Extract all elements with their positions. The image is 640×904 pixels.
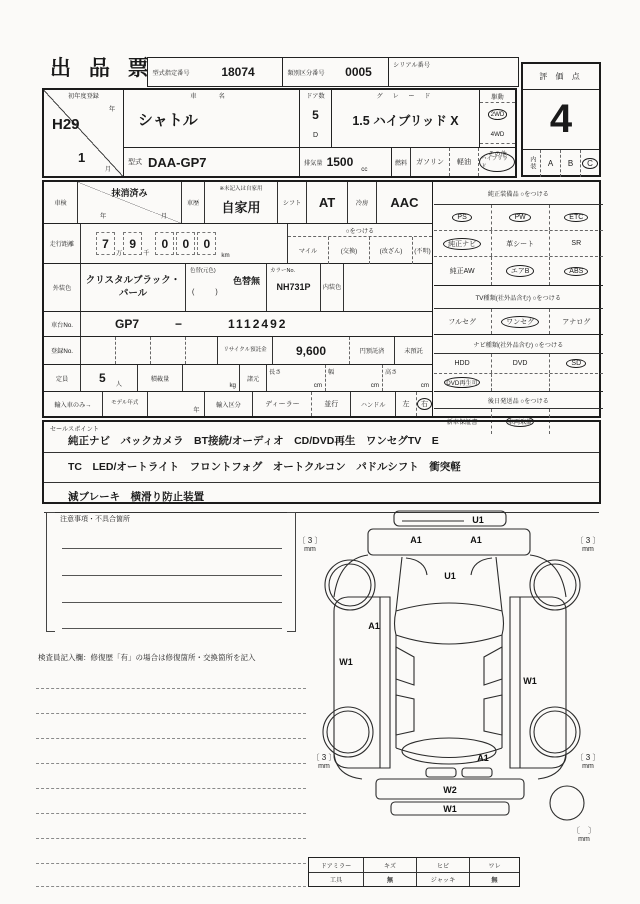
height-label: 高さ: [385, 369, 398, 376]
class-code-value: 0005: [345, 65, 372, 79]
odometer-exchanged: (交換): [329, 237, 370, 264]
inspector-line: [36, 886, 306, 887]
tv-oneseg-selected: ワンセグ: [492, 309, 550, 334]
handle-label: ハンドル: [351, 392, 396, 416]
chassis-label: 車台No.: [44, 312, 81, 336]
interior-color-value: [344, 264, 432, 311]
inspector-line: [36, 763, 306, 764]
color-value: クリスタルブラック・ パール: [81, 264, 186, 311]
jack-label: ジャッキ: [417, 873, 470, 886]
inspector-line: [36, 813, 306, 814]
inspection-year-suffix: 年: [100, 213, 107, 220]
color-label: 外装色: [44, 264, 81, 311]
equip-etc: ETC: [550, 205, 603, 230]
model-label: 型式: [128, 159, 142, 166]
color-change-label: 色替(元色): [190, 268, 216, 274]
later-shipment-header: 後日発送品 ○をつける: [434, 392, 603, 409]
damage-mark-w1-bottom: W1: [443, 804, 457, 814]
dvd-playback-selected: DVD再生可: [434, 374, 492, 391]
damage-mark-a1-fender: A1: [368, 621, 380, 631]
damage-mark-w1-left: W1: [339, 657, 353, 667]
interior-label: 内装: [523, 150, 541, 177]
break-label: ワレ: [488, 862, 501, 870]
damage-mark-a1-gate: A1: [477, 753, 489, 763]
length-unit: cm: [313, 382, 322, 389]
first-reg-month-suffix: 月: [104, 166, 111, 173]
tools-label: 工具: [309, 873, 364, 886]
row-import: [44, 392, 432, 416]
tv-analog: アナログ: [562, 318, 591, 326]
row-registration: [44, 337, 432, 365]
ac-label: 冷房: [348, 182, 377, 223]
sales-points-box: [42, 420, 601, 504]
model-year-unit: 年: [193, 407, 200, 414]
width-unit: cm: [370, 382, 379, 389]
displacement-value: 1500: [326, 155, 354, 169]
shift-label: シフト: [278, 182, 307, 223]
notes-line: [62, 548, 282, 549]
inspector-line: [36, 788, 306, 789]
load-unit: kg: [229, 382, 236, 389]
interior-color-label: 内装色: [321, 264, 344, 311]
grade-cell: [332, 90, 480, 147]
car-name-label: 車 名: [190, 93, 233, 100]
import-type-label: 輸入区分: [205, 392, 254, 416]
scratch-label: キズ: [364, 858, 417, 872]
vehicle-table: [42, 88, 517, 178]
first-reg-label: 初年度登録: [68, 93, 99, 100]
mileage-zero2: 0: [176, 232, 195, 255]
row-mileage: [44, 224, 432, 264]
damage-mark-u1-top: U1: [472, 515, 484, 525]
km-label: km: [221, 252, 230, 259]
interior-grade-b: B: [561, 150, 581, 177]
load-value-cell: [183, 365, 240, 391]
condition-row-1: [309, 858, 519, 873]
equipment-column: [434, 182, 603, 426]
sen-label: 千: [143, 250, 150, 257]
inspection-label: 車検: [44, 182, 78, 223]
model-year-value: [148, 392, 205, 416]
width-label: 幅: [328, 369, 335, 376]
sales-line-1: 純正ナビ バックカメラ BT接続/オーディオ CD/DVD再生 ワンセグTV E: [44, 433, 599, 453]
tire-depth-front-right: 〔 3 〕 mm: [575, 536, 601, 553]
mileage-zero1: 0: [155, 232, 174, 255]
notes-label: 注意事項・不具合箇所: [60, 516, 130, 523]
navi-dvd: DVD: [492, 354, 550, 373]
jack-value: 無: [491, 877, 498, 884]
history-label: 車歴: [182, 182, 205, 223]
notes-bracket-left: [46, 512, 55, 632]
row-capacity: [44, 365, 432, 392]
door-mirror-label: ドアミラー: [309, 858, 364, 872]
odometer-unknown: (不明): [414, 248, 431, 255]
row-inspection: [44, 182, 432, 224]
tv-fullseg: フルセグ: [434, 309, 492, 334]
first-registration-cell: [44, 90, 124, 176]
doors-sub: D: [312, 131, 319, 139]
color-no-cell: [267, 264, 321, 311]
odometer-flag-options: [288, 237, 432, 264]
car-name-value: シャトル: [138, 112, 198, 129]
equip-navi: 純正ナビ: [434, 231, 492, 256]
page-title: 出 品 票: [50, 57, 155, 80]
navi-type-header: ナビ種類(社外品含む) ○をつける: [434, 335, 603, 354]
color-no-value: NH731P: [276, 282, 311, 292]
damage-mark-a1-bumper-l: A1: [410, 535, 422, 545]
recycle-label: リサイクル預託金: [218, 337, 273, 364]
model-cell: [124, 147, 300, 176]
car-name-cell: [124, 90, 300, 147]
evaluation-score: 4: [549, 97, 573, 141]
equipment-row-3: [434, 257, 603, 286]
dvd-playback-row: [434, 374, 603, 392]
damage-diagram: [290, 505, 612, 857]
grade-label: グ レ ー ド: [376, 93, 435, 100]
later-warranty: 新車保証書: [434, 409, 492, 434]
drive-2wd-selected: 2WD: [480, 103, 515, 125]
crack-label: ヒビ: [417, 858, 470, 872]
fuel-gasoline: ガソリン: [411, 148, 450, 176]
sales-points-label: セールスポイント: [50, 426, 99, 433]
color-change-paren: ( ): [192, 289, 218, 296]
interior-grade-row: [523, 149, 599, 177]
displacement-cell: [300, 147, 392, 176]
serial-box: [389, 57, 519, 87]
model-year-label: モデル年式: [103, 392, 148, 416]
model-code-box: [147, 57, 283, 87]
evaluation-box: [521, 62, 601, 177]
navi-hdd: HDD: [434, 354, 492, 373]
mileage-sen-digit: 9: [123, 232, 142, 255]
height-unit: cm: [420, 382, 429, 389]
inspector-line: [36, 838, 306, 839]
first-reg-month-num: 1: [78, 150, 86, 165]
spec-width-cell: [326, 365, 383, 391]
doors-cell: [300, 90, 332, 147]
model-code-value: 18074: [221, 65, 255, 79]
length-label: 長さ: [269, 369, 282, 376]
registration-empty-cells: [81, 337, 218, 364]
displacement-label: 排気量: [304, 159, 323, 167]
history-note: ※未記入は自家用: [219, 185, 263, 192]
interior-grade-a: A: [541, 150, 561, 177]
mileage-label: 走行距離: [44, 224, 81, 263]
damage-mark-u1-hood: U1: [444, 571, 456, 581]
fuel-diesel: 軽油: [450, 148, 479, 176]
spec-height-cell: [383, 365, 432, 391]
spec-label: 諸元: [240, 365, 267, 391]
equip-aw: 純正AW: [434, 257, 492, 285]
equip-pw: PW: [492, 205, 550, 230]
tire-depth-front-left: 〔 3 〕 mm: [297, 536, 323, 553]
damage-mark-w1-right: W1: [523, 676, 537, 686]
notes-line: [62, 602, 282, 603]
odometer-flag-header: ○をつける: [288, 224, 432, 237]
notes-line: [62, 628, 282, 629]
inspection-status: 抹消済み: [111, 187, 148, 198]
tv-type-header: TV種類(社外品含む) ○をつける: [434, 286, 603, 309]
equip-ps: PS: [434, 205, 492, 230]
handle-right-selected: 右: [417, 392, 432, 416]
sales-line-2: TC LED/オートライト フロントフォグ オートクルコン パドルシフト 衝突軽: [44, 453, 599, 483]
spec-length-cell: [267, 365, 326, 391]
equip-abs: ABS: [550, 257, 603, 285]
history-cell: [205, 182, 278, 223]
drive-4wd: 4WD: [480, 125, 515, 144]
mileage-man-digit: 7: [96, 232, 115, 255]
registration-label: 登録No.: [44, 337, 81, 364]
recycle-paid: 円預託済: [349, 337, 394, 364]
equip-sr: SR: [571, 240, 582, 247]
color-no-label: カラーNo.: [270, 268, 296, 274]
damage-mark-w2-bumper: W2: [443, 785, 457, 795]
tv-type-row: [434, 309, 603, 335]
displacement-unit: cc: [361, 166, 368, 173]
tools-value: 無: [364, 873, 417, 886]
tire-depth-rear-right: 〔 3 〕 mm: [575, 753, 601, 770]
import-dealer: ディーラー: [253, 392, 312, 416]
fuel-hybrid-selected: ハイブリッド: [479, 148, 515, 176]
capacity-label: 定員: [44, 365, 81, 391]
navi-sd-selected: SD: [550, 354, 603, 373]
notes-line: [62, 575, 282, 576]
odometer-mile: マイル: [288, 237, 329, 264]
handle-left: 左: [396, 392, 417, 416]
grade-value: 1.5 ハイブリッド X: [352, 114, 459, 128]
history-value: 自家用: [221, 199, 261, 215]
capacity-value: 5: [99, 371, 106, 385]
import-only-label: 輸入車のみ→: [44, 392, 103, 416]
model-value: DAA-GP7: [148, 154, 207, 170]
chassis-value: GP7 − 1112492: [115, 317, 288, 331]
drive-other: その他: [488, 150, 507, 158]
inspector-line: [36, 863, 306, 864]
navi-type-row: [434, 354, 603, 374]
fuel-label: 燃料: [392, 148, 411, 176]
inspection-status-cell: [78, 182, 182, 223]
recycle-value: 9,600: [295, 343, 327, 358]
inspector-line: [36, 688, 306, 689]
man-label: 万: [116, 250, 123, 257]
evaluation-label: 評 価 点: [523, 64, 599, 90]
row-color: [44, 264, 432, 312]
class-code-label: 類別区分番号: [287, 69, 325, 77]
inspector-note: 検査員記入欄：修復歴「有」の場合は修復箇所・交換箇所を記入: [38, 653, 256, 662]
equipment-row-1: [434, 205, 603, 231]
details-table: [42, 180, 601, 426]
tire-depth-rear-left: 〔 3 〕 mm: [311, 753, 337, 770]
inspector-line: [36, 713, 306, 714]
equipment-row-2: [434, 231, 603, 257]
shift-value: AT: [307, 182, 348, 223]
mileage-zero3: 0: [197, 232, 216, 255]
condition-table: [308, 857, 520, 887]
interior-grade-c-selected: C: [581, 150, 599, 177]
equipment-header: 純正装備品 ○をつける: [434, 182, 603, 205]
fuel-cell: [392, 147, 515, 176]
recycle-unpaid: 未預託: [394, 337, 432, 364]
damage-mark-a1-bumper-r: A1: [470, 535, 482, 545]
drive-label: 駆動: [480, 90, 515, 103]
color-change-value: 色替無: [232, 276, 260, 286]
condition-row-2: [309, 873, 519, 886]
ac-value: AAC: [390, 195, 419, 210]
first-reg-year-suffix: 年: [108, 106, 115, 113]
import-parallel: 並行: [312, 392, 351, 416]
model-code-label: 型式指定番号: [152, 69, 190, 77]
odometer-tampered: (改ざん): [370, 237, 413, 264]
equip-leather: 革シート: [492, 231, 550, 256]
inspector-line: [36, 738, 306, 739]
color-change-cell: [186, 264, 267, 311]
tire-depth-spare: 〔 〕 mm: [572, 826, 596, 843]
mileage-cell: [81, 224, 288, 263]
load-label: 積載量: [138, 365, 183, 391]
car-outline-svg: [306, 505, 606, 855]
capacity-unit: 人: [115, 381, 122, 388]
doors-label: ドア数: [306, 93, 325, 100]
equip-airbag: エアB: [492, 257, 550, 285]
serial-label: シリアル番号: [393, 62, 430, 69]
first-reg-era: H29: [52, 116, 80, 133]
later-manual-selected: 車両取説: [492, 409, 550, 434]
sales-line-3: 減ブレーキ 横滑り防止装置: [44, 483, 599, 513]
odometer-flag-cell: [288, 224, 432, 263]
doors-value: 5: [312, 108, 319, 122]
row-chassis: [44, 312, 432, 337]
inspection-month-suffix: 月: [160, 213, 167, 220]
class-code-box: [283, 57, 389, 87]
capacity-value-cell: [81, 365, 138, 391]
